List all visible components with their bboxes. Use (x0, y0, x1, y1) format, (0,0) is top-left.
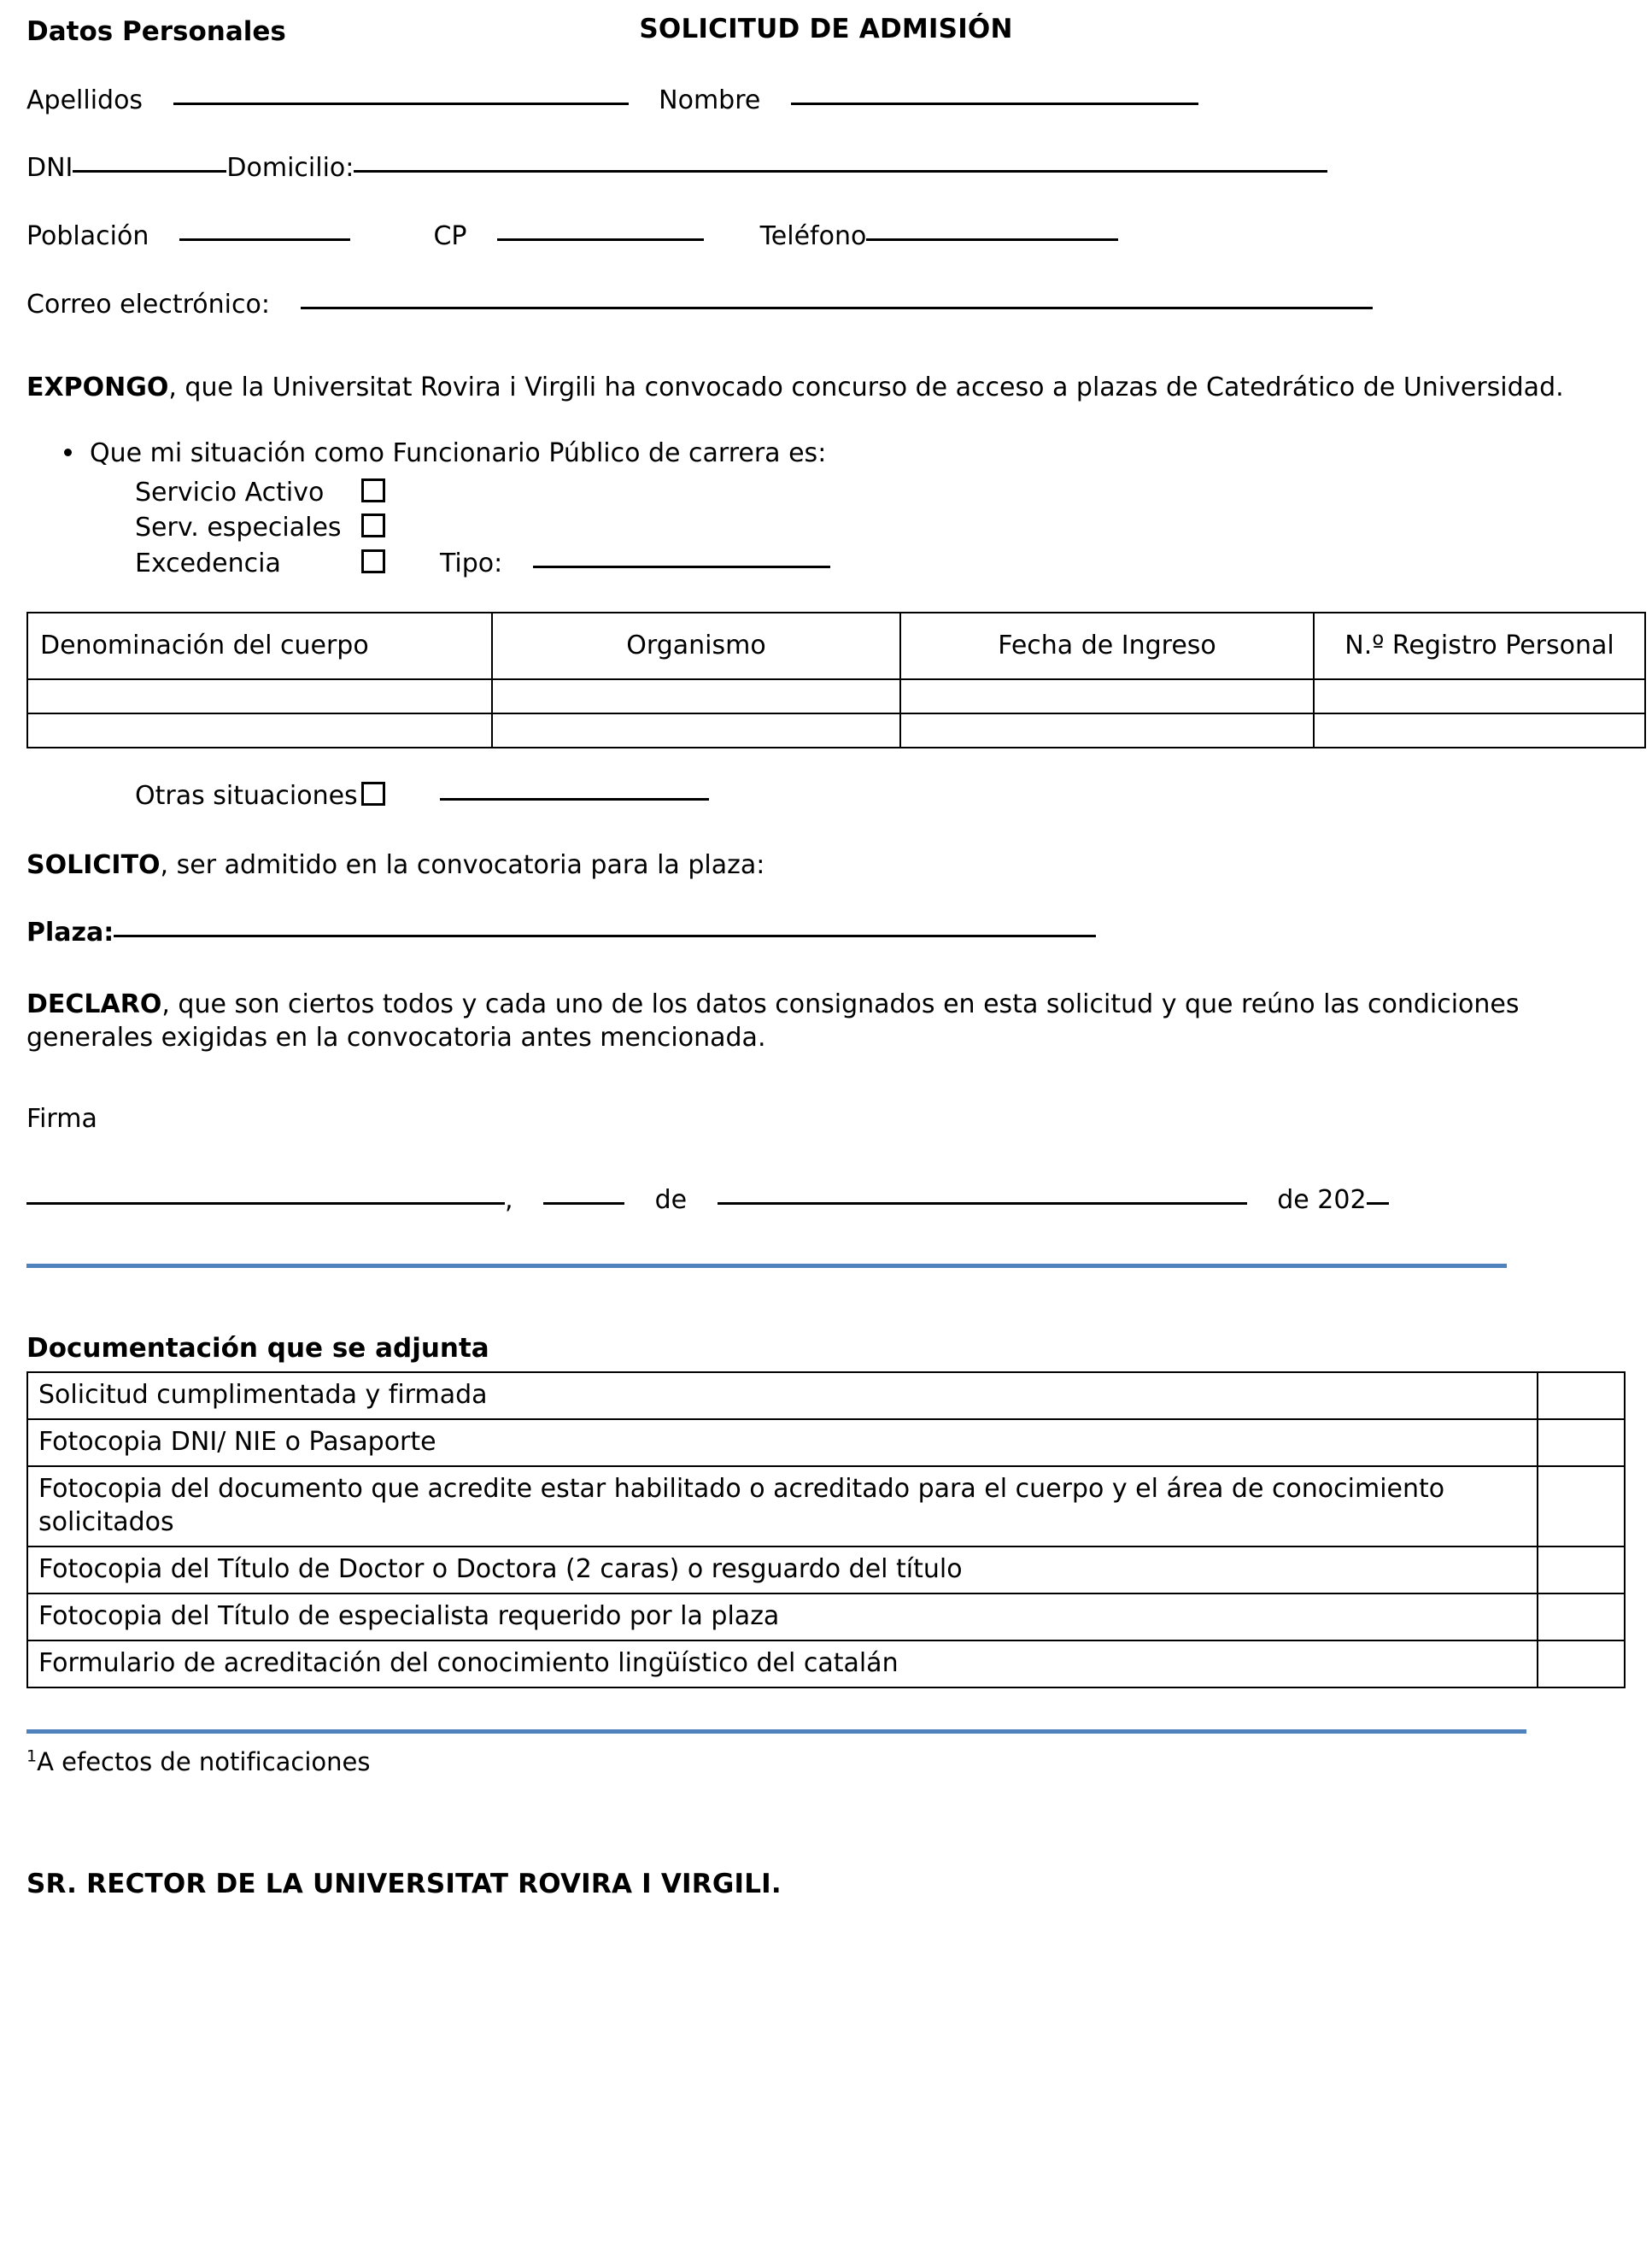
documentacion-row (27, 1419, 1625, 1466)
cuerpo-cell-organismo[interactable] (492, 679, 900, 713)
situacion-row-excedencia (135, 547, 830, 583)
dia-input[interactable] (543, 1202, 624, 1205)
field-row-plaza (26, 916, 1626, 950)
telefono-label: Teléfono (759, 221, 867, 251)
situacion-checkbox-cell (361, 511, 440, 547)
domicilio-input[interactable] (354, 170, 1327, 173)
dni-label: DNI (26, 153, 73, 184)
cuerpo-cell-denominacion[interactable] (27, 679, 492, 713)
documentacion-check-cell[interactable] (1538, 1419, 1625, 1466)
dni-input[interactable] (73, 170, 226, 173)
documentacion-check-cell[interactable] (1538, 1640, 1625, 1687)
footnote-marker: 1 (26, 1746, 38, 1766)
plaza-label: Plaza: (26, 918, 114, 948)
situacion-label-servicio-activo: Servicio Activo (135, 477, 325, 508)
footnote-text: A efectos de notificaciones (37, 1746, 371, 1776)
field-row-apellidos-nombre (26, 84, 1626, 118)
footer-rector: SR. RECTOR DE LA UNIVERSITAT ROVIRA I VIRGILI. (26, 1869, 782, 1900)
otras-situaciones-label: Otras situaciones (135, 780, 358, 811)
expongo-keyword: EXPONGO (26, 373, 169, 403)
cuerpo-header-registro: N.º Registro Personal (1314, 613, 1645, 679)
de-label-2: de 202 (1277, 1185, 1367, 1216)
documentacion-label: Formulario de acreditación del conocimiento lingüístico del catalán (27, 1640, 1538, 1687)
field-row-correo (26, 288, 1626, 322)
cuerpo-header-denominacion: Denominación del cuerpo (27, 613, 492, 679)
cuerpo-table (26, 612, 1646, 748)
footnote (26, 1746, 1626, 1778)
section-title-documentacion: Documentación que se adjunta (26, 1332, 489, 1364)
cuerpo-cell-denominacion[interactable] (27, 713, 492, 748)
nombre-label: Nombre (659, 85, 761, 115)
documentacion-check-cell[interactable] (1538, 1466, 1625, 1547)
situacion-extra (440, 476, 830, 512)
bullet-dot-icon (64, 449, 72, 456)
documentacion-check-cell[interactable] (1538, 1372, 1625, 1419)
expongo-bullet (26, 437, 1626, 471)
declaro-text: , que son ciertos todos y cada uno de los datos consignados en esta solicitud y que reúno las condiciones generales exigidas en la convocatoria antes mencionada. (26, 989, 1520, 1053)
documentacion-row (27, 1593, 1625, 1640)
checkbox-otras-situaciones[interactable] (361, 782, 385, 806)
telefono-input[interactable] (866, 238, 1118, 241)
situacion-extra (440, 511, 830, 547)
documentacion-row (27, 1372, 1625, 1419)
documentacion-table (26, 1371, 1626, 1688)
nombre-input[interactable] (791, 103, 1198, 105)
mes-input[interactable] (718, 1202, 1247, 1205)
checkbox-excedencia[interactable] (361, 549, 385, 573)
poblacion-input[interactable] (179, 238, 350, 241)
otras-checkbox-cell (361, 779, 440, 813)
cuerpo-table-row (27, 713, 1645, 748)
documentacion-label: Fotocopia del documento que acredite estar habilitado o acreditado para el cuerpo y el área de conocimiento solicitados (27, 1466, 1538, 1547)
plaza-input[interactable] (114, 935, 1096, 937)
otras-situaciones-row (135, 779, 1626, 813)
field-row-dni-domicilio (26, 151, 1626, 185)
documentacion-row (27, 1547, 1625, 1593)
solicito-paragraph (26, 848, 1626, 882)
domicilio-label: Domicilio: (226, 153, 354, 184)
situacion-label-excedencia: Excedencia (135, 548, 281, 578)
documentacion-check-cell[interactable] (1538, 1547, 1625, 1593)
firma-label: Firma (26, 1103, 97, 1134)
field-row-poblacion-cp-telefono (26, 220, 1626, 254)
expongo-paragraph (26, 371, 1626, 404)
cp-label: CP (433, 221, 467, 251)
fecha-comma: , (505, 1185, 513, 1216)
situacion-row-servicio-activo (135, 476, 830, 512)
documentacion-label: Fotocopia DNI/ NIE o Pasaporte (27, 1419, 1538, 1466)
correo-label: Correo electrónico: (26, 289, 270, 320)
section-title-datos-personales: Datos Personales (26, 15, 286, 47)
cuerpo-cell-fecha[interactable] (900, 713, 1314, 748)
cuerpo-header-organismo: Organismo (492, 613, 900, 679)
anyo-input[interactable] (1367, 1202, 1389, 1205)
situacion-checkbox-cell (361, 476, 440, 512)
de-label-1: de (654, 1185, 688, 1216)
cp-input[interactable] (497, 238, 704, 241)
checkbox-servicio-activo[interactable] (361, 478, 385, 502)
field-row-fecha-lugar (26, 1183, 1626, 1218)
cuerpo-table-header-row (27, 613, 1645, 679)
solicito-text: , ser admitido en la convocatoria para la plaza: (160, 850, 765, 881)
blue-divider-bottom (26, 1729, 1526, 1734)
expongo-bullet-text: Que mi situación como Funcionario Público de carrera es: (90, 438, 827, 469)
expongo-text: , que la Universitat Rovira i Virgili ha convocado concurso de acceso a plazas de Catedrático de Universidad. (168, 373, 1564, 403)
checkbox-serv-especiales[interactable] (361, 514, 385, 537)
situacion-label-serv-especiales: Serv. especiales (135, 513, 342, 543)
documentacion-row (27, 1640, 1625, 1687)
documentacion-label: Fotocopia del Título de especialista requerido por la plaza (27, 1593, 1538, 1640)
tipo-cell (440, 547, 830, 583)
cuerpo-cell-fecha[interactable] (900, 679, 1314, 713)
documentacion-label: Solicitud cumplimentada y firmada (27, 1372, 1538, 1419)
apellidos-label: Apellidos (26, 85, 144, 115)
tipo-label: Tipo: (440, 548, 503, 578)
cuerpo-cell-registro[interactable] (1314, 679, 1645, 713)
lugar-input[interactable] (26, 1202, 505, 1205)
cuerpo-cell-organismo[interactable] (492, 713, 900, 748)
spacer (26, 1268, 1626, 1302)
cuerpo-table-row (27, 679, 1645, 713)
situacion-row-serv-especiales (135, 511, 830, 547)
correo-input[interactable] (301, 307, 1373, 309)
declaro-keyword: DECLARO (26, 989, 162, 1019)
apellidos-input[interactable] (173, 103, 629, 105)
declaro-paragraph (26, 988, 1626, 1054)
documentacion-check-cell[interactable] (1538, 1593, 1625, 1640)
documentacion-row (27, 1466, 1625, 1547)
cuerpo-header-fecha: Fecha de Ingreso (900, 613, 1314, 679)
situacion-checkbox-cell (361, 547, 440, 583)
documentacion-label: Fotocopia del Título de Doctor o Doctora (2 caras) o resguardo del título (27, 1547, 1538, 1593)
tipo-input[interactable] (533, 566, 830, 568)
otras-situaciones-input[interactable] (440, 798, 709, 801)
solicito-keyword: SOLICITO (26, 850, 161, 881)
situaciones-list (135, 476, 830, 583)
page-title: SOLICITUD DE ADMISIÓN (639, 14, 1013, 44)
cuerpo-cell-registro[interactable] (1314, 713, 1645, 748)
poblacion-label: Población (26, 221, 149, 251)
